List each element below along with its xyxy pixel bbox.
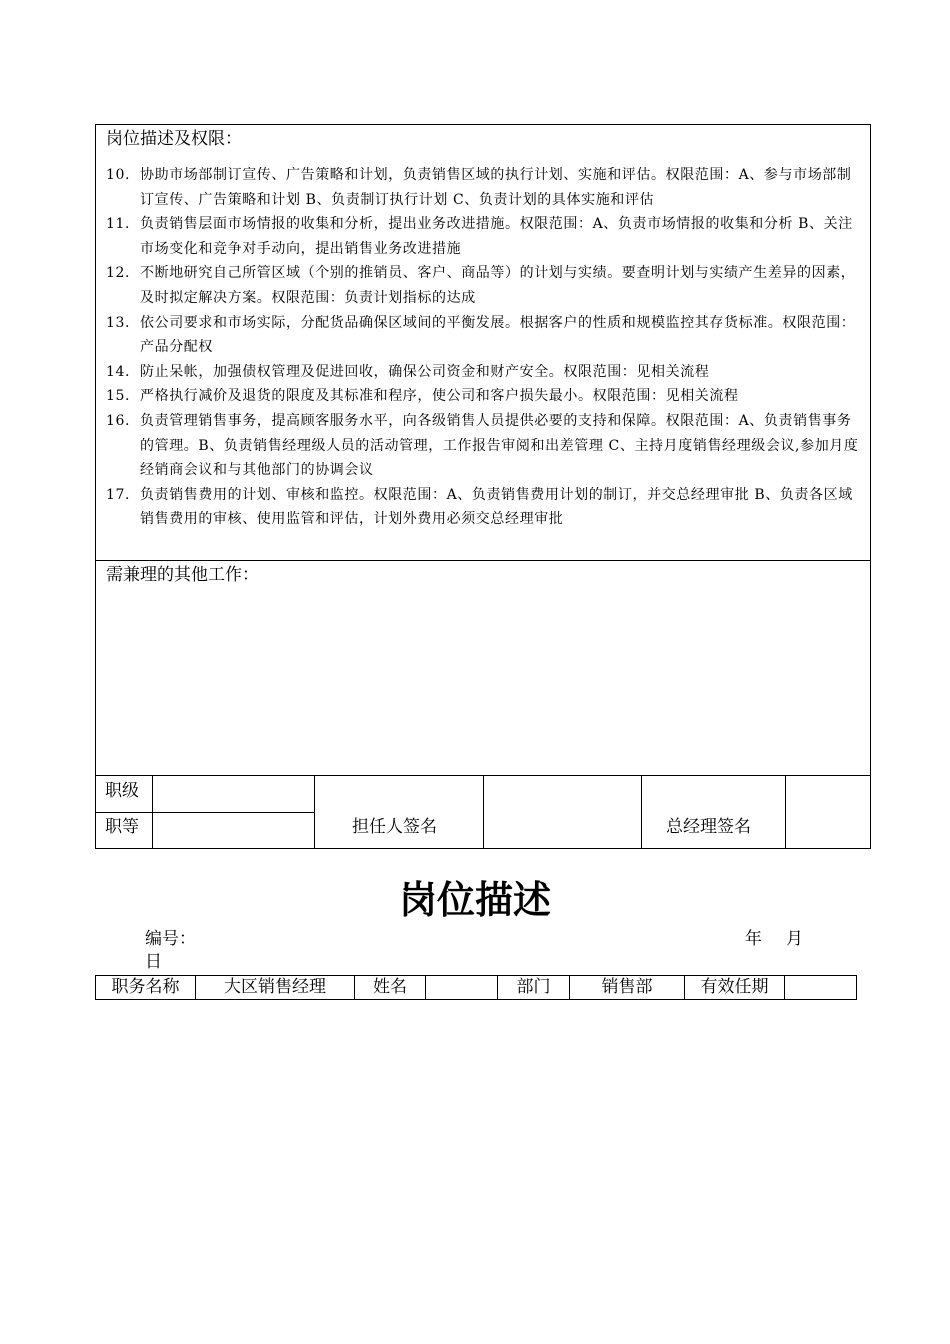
- duty-number: 10.: [106, 167, 131, 183]
- duty-text: 负责管理销售事务，提高顾客服务水平，向各级销售人员提供必要的支持和保障。权限范围：A、负责销售事务的管理。B、负责销售经理级人员的活动管理，工作报告审阅和出差管理 C、主持月度销售经理级会议,参加月度经销商会议和与其他部门的协调会议: [140, 412, 859, 479]
- duty-item: [106, 163, 866, 212]
- duty-number: 12.: [106, 265, 131, 282]
- holder-signature-label: 担任人签名: [352, 817, 437, 837]
- rank-label: 职级: [105, 781, 139, 801]
- duty-text: 协助市场部制订宣传、广告策略和计划，负责销售区域的执行计划、实施和评估。权限范围：A、参与市场部制订宣传、广告策略和计划 B、负责制订执行计划 C、负责计划的具体实施和评估: [140, 167, 852, 208]
- grid-divider: [641, 776, 642, 848]
- duty-item: [106, 384, 866, 409]
- duty-item: [106, 212, 866, 261]
- duty-item: [106, 483, 866, 532]
- other-work-title: 需兼理的其他工作：: [106, 565, 259, 585]
- position-name-value: 大区销售经理: [224, 977, 326, 997]
- duty-item: [106, 409, 866, 483]
- duty-text: 严格执行减价及退货的限度及其标准和程序，使公司和客户损失最小。权限范围：见相关流程: [140, 388, 739, 405]
- duty-number: 15.: [106, 388, 131, 405]
- duty-number: 16.: [106, 412, 131, 429]
- duty-item: [106, 261, 866, 310]
- year-label: 年: [745, 929, 762, 949]
- term-value: [785, 976, 856, 999]
- duty-text: 负责销售层面市场情报的收集和分析，提出业务改进措施。权限范围：A、负责市场情报的收集和分析 B、关注市场变化和竞争对手动向，提出销售业务改进措施: [140, 216, 853, 257]
- gm-signature-label: 总经理签名: [666, 817, 751, 837]
- duties-list: [106, 163, 866, 532]
- day-label: 日: [145, 952, 162, 972]
- document-title: 岗位描述: [398, 878, 551, 922]
- other-work-section: [95, 560, 871, 776]
- duty-number: 11.: [106, 216, 131, 233]
- duty-text: 防止呆帐，加强债权管理及促进回收，确保公司资金和财产安全。权限范围：见相关流程: [140, 363, 710, 380]
- department-label: 部门: [516, 977, 551, 997]
- grid-divider: [483, 776, 484, 848]
- month-label: 月: [786, 929, 803, 949]
- duty-text: 不断地研究自己所管区域（个别的推销员、客户、商品等）的计划与实绩。要查明计划与实绩产生差异的因素，及时拟定解决方案。权限范围：负责计划指标的达成: [140, 265, 856, 306]
- name-value: [426, 976, 497, 999]
- duties-section-title: 岗位描述及权限：: [106, 129, 242, 149]
- position-info-table: [95, 975, 857, 1000]
- duties-section: [95, 124, 871, 561]
- position-name-label: 职务名称: [111, 977, 180, 997]
- grid-divider: [785, 776, 786, 848]
- grade-label: 职等: [105, 817, 139, 837]
- duty-item: [106, 311, 866, 360]
- department-value: 销售部: [601, 977, 653, 997]
- grid-divider: [96, 812, 315, 813]
- number-label: 编号：: [145, 929, 196, 949]
- signature-grid: [95, 775, 871, 849]
- term-label: 有效任期: [700, 977, 769, 997]
- duty-text: 负责销售费用的计划、审核和监控。权限范围：A、负责销售费用计划的制订，并交总经理审批 B、负责各区域销售费用的审核、使用监管和评估，计划外费用必须交总经理审批: [140, 486, 853, 528]
- duty-item: [106, 360, 866, 385]
- duty-text: 依公司要求和市场实际，分配货品确保区域间的平衡发展。根据客户的性质和规模监控其存货标准。权限范围：产品分配权: [140, 314, 856, 356]
- duty-number: 17.: [106, 486, 131, 503]
- name-label: 姓名: [373, 977, 407, 997]
- duty-number: 13.: [106, 314, 131, 331]
- duty-number: 14.: [106, 363, 131, 380]
